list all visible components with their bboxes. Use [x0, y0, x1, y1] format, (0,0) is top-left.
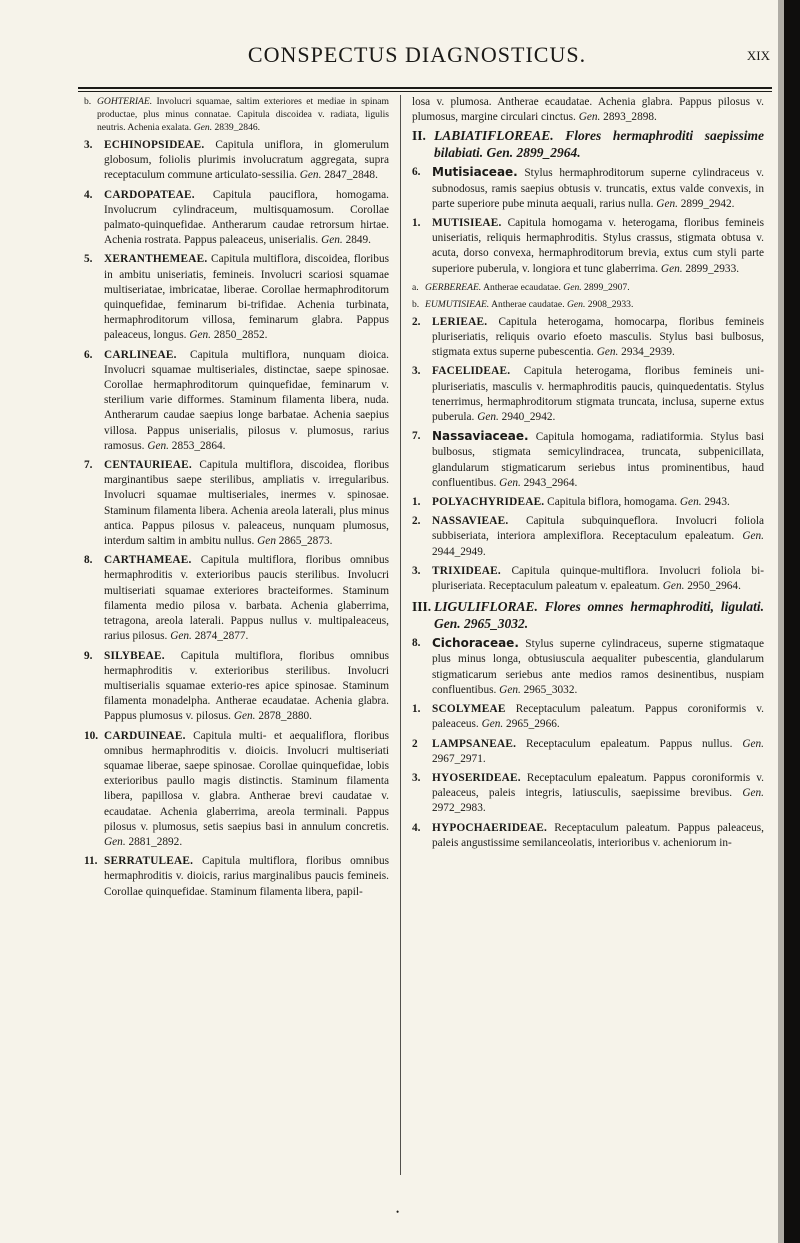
item-number: III. [412, 599, 432, 615]
taxon-name: SCOLYMEAE [432, 703, 506, 716]
list-item [412, 95, 764, 125]
genus-label: Gen. [233, 710, 256, 723]
genus-range: 2965_2966. [503, 718, 560, 731]
item-number: 11. [84, 855, 98, 868]
list-item [84, 729, 389, 851]
list-item [412, 771, 764, 817]
genus-label: Gen. [567, 298, 586, 310]
description: Capitula homogama v. heterogama, floribus femineis uniseriatis, reliquis hermaphroditis. Stylus crassus, stigmata obtusa v. acuta, dorso convexa, hermaphroditorum brevia, extus cum styli parte superiore puberula, v. longiora et tunc glaberrima. [432, 217, 764, 275]
genus-range: 2847_2848. [321, 169, 378, 182]
genus-range: 2899_2942. [677, 197, 735, 210]
description: Capitula multiflora, floribus omnibus hermaphroditis v. exterioribus sterilibus. Involucri multiserialis squamae exterio-res apice spinosae. Staminum filamenta monadelpha. Antherae ecaudatae. Achenia glabra. Pappus plumosus v. pilosus. [104, 649, 389, 723]
genus-label: Gen. [660, 262, 683, 275]
item-number: 6. [84, 348, 93, 361]
tribe-entry [412, 429, 764, 491]
genus-label: Gen [257, 535, 276, 548]
genus-range: 2874_2877. [191, 630, 249, 643]
footer-mark: • [396, 1207, 400, 1217]
description: Capitula multiflora, floribus omnibus hermaphroditis v. exterioribus paucis sterilibus. Involucri multiseriati squamae exteriores bracteiformes. Staminum filamenta medio pilosa v. barbata. Achenia glaberrima, tetragona, areola laterali. Pappus nullus v. multipaleaceus, rarius pilosus. [104, 554, 389, 643]
genus-label: Gen. [656, 197, 678, 210]
genus-range: 2881_2892. [125, 835, 183, 848]
list-item [412, 495, 764, 510]
list-item [412, 564, 764, 594]
description: Receptaculum epaleatum. Pappus coroniformis v. paleaceus, paleis integris, latiusculis, saepissime brevibus. [432, 771, 764, 800]
item-number: a. [412, 281, 419, 293]
list-item [84, 188, 389, 249]
item-number: 2. [412, 315, 421, 328]
list-item [412, 216, 764, 277]
description: Antherae caudatae. [489, 298, 565, 310]
item-number: 4. [412, 821, 421, 834]
list-item [412, 364, 764, 425]
genus-range: 2899_2907. [581, 281, 630, 293]
header-rule [78, 87, 772, 89]
item-number: 3. [412, 564, 421, 577]
genus-label: Gen. [434, 616, 461, 632]
genus-label: Gen. [104, 835, 126, 848]
description: Antherae ecaudatae. [481, 281, 561, 293]
genus-label: Gen. [563, 281, 582, 293]
tribe-entry [412, 636, 764, 698]
taxon-name: LAMPSANEAE. [432, 737, 517, 750]
item-number: 8. [84, 554, 93, 567]
list-item [84, 649, 389, 725]
section-heading [412, 598, 764, 632]
genus-range: 2943_2964. [520, 476, 578, 489]
item-number: 10. [84, 729, 99, 742]
description: Capitula heterogama, homocarpa, floribus femineis pluriseriatis, reliquis ovario efoeto masculis. Stylus basi bulbosus, stigmata extus superne pubescentia. [432, 315, 764, 359]
taxon-name: ECHINOPSIDEAE. [104, 139, 205, 151]
item-number: II. [412, 128, 426, 144]
right-column [412, 95, 764, 1175]
taxon-name: MUTISIEAE. [432, 217, 502, 230]
taxon-name: CARDOPATEAE. [104, 188, 195, 201]
genus-range: 2934_2939. [618, 346, 675, 359]
item-number: 9. [84, 649, 93, 662]
genus-range: 2950_2964. [684, 580, 741, 593]
item-number: 8. [412, 637, 421, 650]
genus-range: 2943. [701, 496, 730, 509]
description: Involucri squamae, saltim exteriores et mediae in spinam productae, plus minus connatae. Capitula discoidea v. radiata, ligulis neutris. Achenia exalata. [97, 96, 389, 133]
item-number: b. [84, 96, 92, 107]
description: Capitula multi- et aequaliflora, floribus omnibus hermaphroditis v. dioicis. Involucri multiseriati squamae liberae, saepe spinosae. Corollae quinquefidae, lobis exterioribus paullo magis distinctis. Staminum filamenta libera, papillosa v. glabra. Antherae brevi caudatae v. ecaudatae. Achenia glaberrima, areola terminali. Pappus pilosus v. plumosus, setis saepius basi in annulum concretis. [104, 729, 389, 833]
taxon-name: CENTAURIEAE. [104, 459, 192, 472]
list-item [84, 95, 389, 134]
description: Capitula homogama, radiatiformia. Stylus basi bulbosus, stigmata semicylindracea, truncata, subpenicillata, glandularum stigmaticarum seriebus intus prominentibus, haud confluentibus. [432, 431, 764, 489]
genus-label: Gen. [742, 737, 764, 750]
item-number: 3. [412, 365, 421, 378]
taxon-name: NASSAVIEAE. [432, 515, 509, 528]
description: Capitula quinque-multiflora. Involucri foliola bi-pluriseriata. Receptaculum paleatum v. epaleatum. [432, 564, 764, 593]
section-text: LIGULIFLORAE. Flores omnes hermaphroditi, ligulati. [434, 599, 764, 615]
item-number: 7. [84, 459, 93, 472]
description: Capitula biflora, homogama. [544, 496, 678, 509]
list-item [84, 348, 389, 454]
item-number: 1. [412, 496, 421, 509]
genus-range: 2908_2933. [585, 298, 634, 310]
genus-range: 2965_3032. [520, 683, 578, 696]
genus-label: Gen. [499, 476, 521, 489]
list-item [412, 281, 764, 294]
description: Receptaculum epaleatum. Pappus nullus. [516, 737, 733, 750]
genus-label: Gen. [486, 145, 514, 161]
item-number: 2 [412, 737, 418, 750]
genus-range: 2967_2971. [432, 752, 486, 765]
taxon-name: Nassaviaceae. [432, 429, 529, 444]
genus-range: 2849. [342, 234, 371, 247]
list-item [412, 702, 764, 732]
genus-label: Gen. [742, 787, 764, 800]
item-number: b. [412, 298, 420, 310]
taxon-name: SILYBEAE. [104, 649, 165, 662]
genus-label: Gen. [321, 234, 343, 247]
genus-label: Gen. [299, 169, 322, 182]
genus-label: Gen. [662, 580, 685, 593]
description: Receptaculum paleatum. Pappus coroniformis v. paleaceus. [432, 703, 764, 731]
description: Capitula multiflora, discoidea, floribus marginantibus saepe sterilibus, ampliatis v. irregularibus. Involucri squamae multiseriales, inermes v. spinosae. Staminum filamenta libera. Achenia areola laterali, plus minus antica. Pappus pilosus v. paleaceus, nunquam plumosus, interdum saltim in ambitu nullus. [104, 459, 389, 548]
genus-range: 2899_2933. [682, 262, 740, 275]
description: Receptaculum paleatum. Pappus paleaceus, paleis angustissime semilanceolatis, interioribus v. acheniorum in- [432, 821, 764, 849]
taxon-name: GOHTERIAE. [97, 96, 153, 107]
genus-label: Gen. [596, 346, 619, 359]
description: Capitula multiflora, nunquam dioica. Involucri squamae multiseriales, distinctae, saepe spinosae. Corollae hermaphroditorum quinquefidae, feminarum v. sterilium varie difformes. Staminum filamenta libera, nuda. Antherarum caudae saepius longe barbatae. Achenia saepius villosa. Pappus uniserialis, pilosus v. plumosus, rarius ramosus. [104, 348, 389, 452]
list-item [412, 821, 764, 851]
genus-range: 2865_2873. [275, 535, 333, 548]
taxon-name: HYPOCHAERIDEAE. [432, 821, 548, 834]
genus-label: Gen. [477, 411, 499, 424]
description: Capitula pauciflora, homogama. Involucrum cylindraceum, multisquamosum. Corollae palmato-quinquefidae. Antherarum caudae retrorsum hirtae. Achenia rostrata. Pappus paleaceus, uniserialis. [104, 188, 389, 247]
genus-range: 2972_2983. [432, 802, 486, 815]
taxon-name: FACELIDEAE. [432, 365, 511, 378]
genus-label: Gen. [147, 439, 169, 452]
section-heading [412, 127, 764, 161]
list-item [84, 138, 389, 184]
genus-label: Gen. [170, 630, 192, 643]
description: Capitula subquinqueflora. Involucri foliola subbiseriata, interiora amplexiflora. Receptaculum epaleatum. [432, 515, 764, 543]
genus-range: 2853_2864. [168, 439, 226, 452]
description: Stylus hermaphroditorum superne cylindraceus v. subnodosus, ramis saepius obtusis v. truncatis, extus valde convexis, in parte superiore pube minuta aequali, rarius nulla. [432, 167, 764, 210]
page-header [60, 34, 774, 74]
genus-label: Gen. [499, 683, 521, 696]
genus-label: Gen. [578, 111, 601, 124]
taxon-name: Mutisiaceae. [432, 165, 518, 180]
genus-label: Gen. [481, 718, 504, 731]
header-rule-thin [78, 91, 772, 92]
column-divider [400, 95, 401, 1175]
list-item [412, 737, 764, 767]
genus-label: Gen. [679, 496, 702, 509]
taxon-name: EUMUTISIEAE. [425, 298, 490, 310]
description: Capitula uniflora, in glomerulum globosum, foliolis plurimis involucratum aggregata, supra receptaculum commune articulato-sessilia. [104, 139, 389, 182]
list-item [84, 854, 389, 900]
list-item [412, 298, 764, 311]
taxon-name: SERRATULEAE. [104, 855, 194, 868]
item-number: 5. [84, 253, 93, 266]
genus-range: 2839_2846. [212, 122, 261, 133]
taxon-name: GERBEREAE. [425, 281, 482, 293]
taxon-name: CARLINEAE. [104, 348, 177, 361]
taxon-name: TRIXIDEAE. [432, 564, 501, 577]
tribe-entry [412, 165, 764, 212]
list-item [84, 553, 389, 644]
item-number: 3. [412, 771, 421, 784]
page-number: XIX [746, 48, 770, 63]
item-number: 3. [84, 139, 93, 151]
item-number: 2. [412, 515, 421, 528]
taxon-name: XERANTHEMEAE. [104, 253, 208, 266]
genus-label: Gen. [193, 122, 213, 133]
taxon-name: Cichoraceae. [432, 636, 519, 651]
genus-range: 2940_2942. [498, 411, 556, 424]
genus-range: 2893_2898. [600, 111, 657, 124]
binding-edge [784, 0, 800, 1243]
item-number: 7. [412, 430, 421, 443]
item-number: 1. [412, 703, 421, 716]
genus-range: 2850_2852. [211, 329, 268, 342]
list-item [412, 514, 764, 560]
taxon-name: LERIEAE. [432, 315, 488, 328]
item-number: 1. [412, 217, 421, 230]
item-number: 6. [412, 166, 421, 179]
genus-label: Gen. [742, 530, 764, 543]
genus-range: 2944_2949. [432, 545, 486, 558]
running-title: CONSPECTUS DIAGNOSTICUS. [247, 42, 587, 67]
genus-label: Gen. [189, 329, 211, 342]
description: Capitula multiflora, floribus omnibus hermaphroditis v. dioicis, rarius marginalibus paucis femineis. Corollae quinquefidae. Staminum filamenta libera, papil- [104, 855, 389, 898]
description: losa v. plumosa. Antherae ecaudatae. Achenia glabra. Pappus pilosus v. plumosus, margine circulari cinctus. [412, 96, 764, 124]
taxon-name: HYOSERIDEAE. [432, 771, 521, 784]
taxon-name: CARTHAMEAE. [104, 554, 192, 567]
list-item [84, 458, 389, 549]
left-column [84, 95, 389, 1175]
description: Capitula multiflora, discoidea, floribus in ambitu uniseriatis, femineis. Involucri scariosi squamae multiseriatae, imbricatae, liberae. Corollae hermaphroditorum quinquefidae, feminarum bi-trifidae. Achenia turbinata, hermaphroditorum villosa, feminarum glabra. Pappus paleaceus, longus. [104, 253, 389, 342]
taxon-name: POLYACHYRIDEAE. [432, 496, 545, 509]
section-text: LABIATIFLOREAE. Flores hermaphroditi saepissime bilabiati. [434, 128, 764, 161]
genus-range: 2878_2880. [255, 710, 312, 723]
genus-range: 2899_2964. [513, 145, 581, 161]
taxon-name: CARDUINEAE. [104, 729, 186, 742]
genus-range: 2965_3032. [460, 616, 529, 632]
description: Capitula heterogama, floribus femineis uni-pluriseriatis, masculis v. hermaphroditis paucis, quinquedentatis. Stylus tenerrimus, hermaphroditorum stigmata truncata, inclusa, superne extus puberula. [432, 365, 764, 424]
list-item [84, 252, 389, 343]
list-item [412, 315, 764, 361]
item-number: 4. [84, 188, 93, 201]
description: Stylus superne cylindraceus, superne stigmataque plus minus longa, obtusiuscula aequaliter pubescentia, glandularum stigmaticarum seriebus ante medios ramos desinentibus, nuspiam confluentibus. [432, 638, 764, 696]
